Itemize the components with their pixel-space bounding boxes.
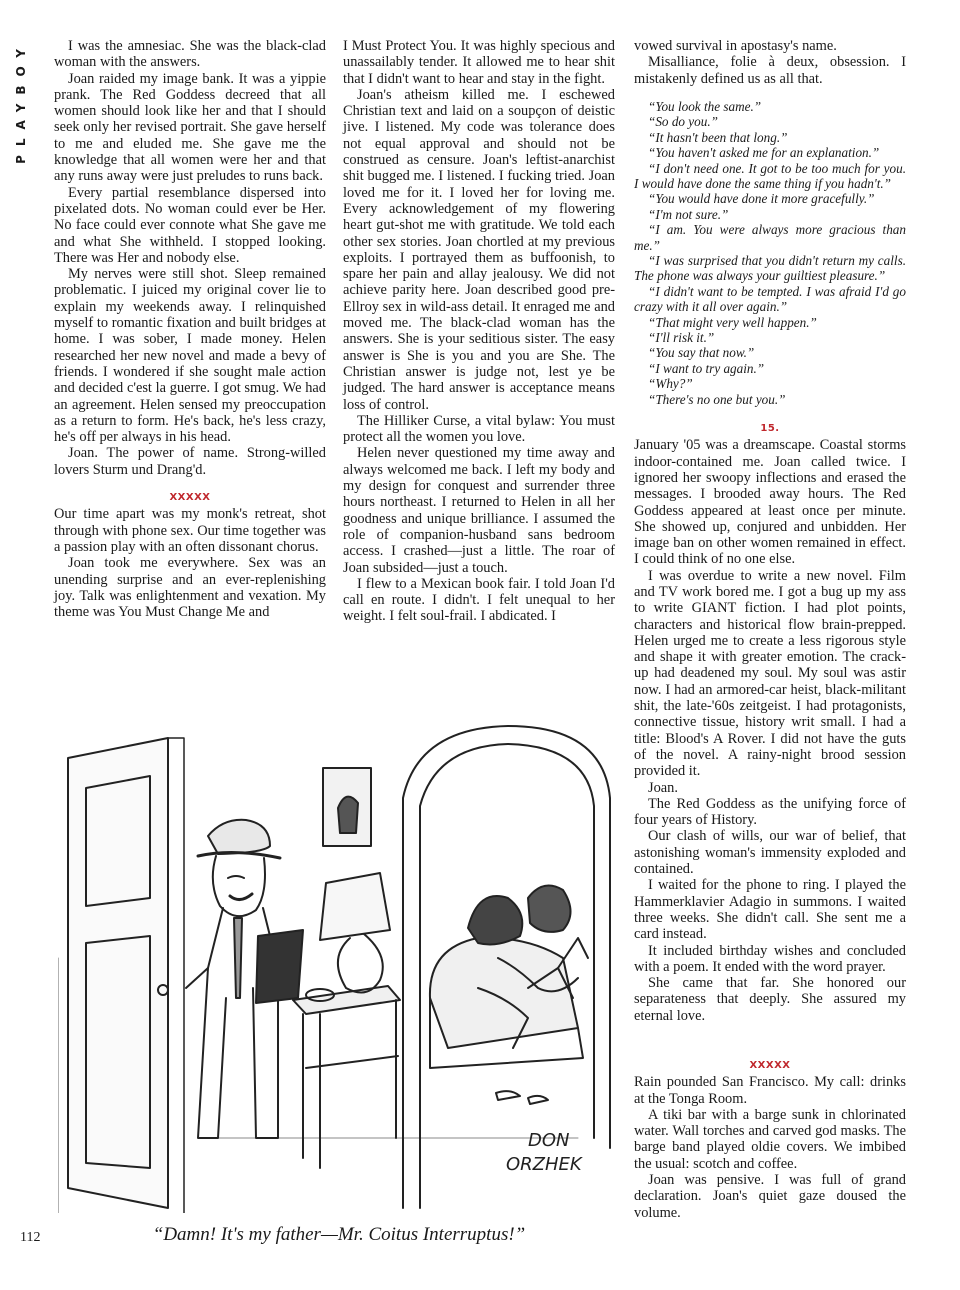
dialogue-line: “I didn't want to be tempted. I was afraid I'd go crazy with it all over again.”	[634, 283, 906, 315]
dialogue-line: “You would have done it more gracefully.”	[648, 191, 875, 207]
dialogue-line: “I want to try again.”	[648, 360, 765, 376]
lamp-table-drawing	[293, 873, 400, 1168]
section-separator: XXXXX	[749, 1060, 791, 1071]
section-separator: XXXXX	[169, 492, 211, 504]
dialogue-line: “I'll risk it.”	[648, 329, 715, 345]
dialogue-line: “You say that now.”	[648, 345, 755, 361]
svg-text:ORZHEK: ORZHEK	[506, 1154, 582, 1175]
svg-text:DON: DON	[528, 1130, 570, 1151]
paragraph: I waited for the phone to ring. I played the Hammerklavier Adagio in summons. I waited three weeks. She didn't call. She sent me a card instead.	[634, 877, 906, 943]
artist-signature	[506, 1130, 583, 1175]
paragraph: The Red Goddess as the unifying force of four years of History.	[634, 795, 906, 829]
dialogue-line: “I am. You were always more gracious than me.”	[634, 222, 906, 253]
dialogue-line: “So do you.”	[648, 114, 718, 130]
door-drawing	[68, 738, 184, 1213]
paragraph: Our clash of wills, our war of belief, that astonishing woman's immensity exploded and contained.	[634, 828, 906, 878]
paragraph: Rain pounded San Francisco. My call: drinks at the Tonga Room.	[634, 1074, 906, 1107]
paragraph: The Hilliker Curse, a vital bylaw: You must protect all the women you love.	[343, 412, 615, 446]
paragraph: January '05 was a dreamscape. Coastal storms indoor-contained me. Joan called twice. I ignored her swoopy inflections and erased the messages. I brooded away hours. The Red Goddess appeared at least once per minute. She showed up, conjured and unbidden. Her image ban on other women remained in effect. I could think of no one else.	[634, 437, 906, 568]
paragraph: Every partial resemblance dispersed into pixelated dots. No woman could ever be Her. No face could ever connote what She gave me and what She withheld. I stopped looking. There was Her and nobody else.	[54, 184, 326, 266]
page-number: 112	[20, 1230, 41, 1245]
dialogue-line: “There's no one but you.”	[648, 391, 786, 407]
paragraph: Misalliance, folie à deux, obsession. I mistakenly defined us as all that.	[634, 54, 906, 87]
paragraph: I was overdue to write a new novel. Film and TV work bored me. I got a bug up my ass to write GIANT fiction. I had plot points, characters and historical flow brain-prepped. Helen urged me to create a less rigorous style and shape it with greater emotion. The crack-up had deadened my soul. My soul was astir now. I had an armored-car heist, black-militant shit, the late-'60s zeitgeist. I had protagonists, connective tissue, history writ small. I had a title: Blood's A Rover. I did not have the guts of the novel. A rainy-night brood session provided it.	[634, 567, 906, 780]
dialogue-line: “You look the same.”	[648, 98, 762, 114]
paragraph: I was the amnesiac. She was the black-clad woman with the answers.	[54, 38, 326, 71]
dialogue-line: “I was surprised that you didn't return my calls. The phone was always your guiltiest pleasure.”	[634, 252, 906, 284]
paragraph: It included birthday wishes and concluded with a poem. It ended with the word prayer.	[634, 942, 906, 975]
section-number: 15.	[760, 423, 780, 435]
paragraph: I Must Protect You. It was highly specious and unassailably tender. It allowed me to hear shit that I didn't want to hear and stay in the fight.	[343, 38, 615, 87]
column-2	[343, 38, 615, 625]
cartoon-illustration	[58, 668, 618, 1213]
paragraph: Our time apart was my monk's retreat, shot through with phone sex. Our time together was a passion play with an often dissonant chorus.	[54, 506, 326, 555]
paragraph: vowed survival in apostasy's name.	[634, 38, 837, 54]
dialogue-line: “It hasn't been that long.”	[648, 129, 788, 145]
paragraph: A tiki bar with a barge sunk in chlorinated water. Wall torches and carved god masks. The barge band played oldie covers. We imbibed the usual: scotch and coffee.	[634, 1106, 906, 1172]
couple-on-sofa-drawing	[430, 886, 588, 1069]
paragraph: Joan took me everywhere. Sex was an unending surprise and an ever-replenishing joy. Talk was enlightenment and vexation. My theme was You Must Change Me and	[54, 555, 326, 621]
paragraph: Joan raided my image bank. It was a yippie prank. The Red Goddess decreed that all women should look like her and that I should seek only her revised portrait. She gave herself to me and eluded me. She gave me the knowledge that all women were her and that any runs away were just preludes to runs back.	[54, 70, 326, 185]
paragraph: Joan. The power of name. Strong-willed lovers Sturm und Drang'd.	[54, 445, 326, 478]
cartoon-caption: “Damn! It's my father—Mr. Coitus Interruptus!”	[152, 1224, 526, 1245]
dialogue-line: “That might very well happen.”	[648, 314, 817, 330]
paragraph: She came that far. She honored our separateness that deeply. She assured my eternal love.	[634, 975, 906, 1024]
man-drawing	[186, 820, 303, 1138]
paragraph: Joan was pensive. I was full of grand declaration. Joan's quiet gaze doused the volume.	[634, 1172, 906, 1221]
paragraph: Joan.	[648, 779, 678, 796]
paragraph: Helen never questioned my time away and always welcomed me back. I left my body and my design for conquest and surrender three hours northeast. I returned to Helen in all her goodness and unique brilliance. I assumed the role of companion-husband sans bedroom access. I crashed—just a little. The roar of Joan subsided—just a touch.	[343, 445, 615, 576]
dialogue-line: “Why?”	[648, 376, 693, 392]
column-1	[54, 38, 326, 620]
dialogue-line: “I'm not sure.”	[648, 206, 729, 222]
running-head: PLAYBOY	[14, 40, 28, 164]
paragraph: I flew to a Mexican book fair. I told Joan I'd call en route. I didn't. I felt unequal to her weight. I felt soul-frail. I abdicated. I	[343, 575, 615, 625]
wall-portrait-drawing	[323, 768, 371, 846]
paragraph: Joan's atheism killed me. I eschewed Christian text and laid on a soupçon of deistic jive. I listened. My code was tolerance does not equal approval and should not be construed as censure. Joan's leftist-anarchist shit bugged me. I listened. I fucking tried. Joan loved me for it. I loved her for loving me. Every acknowledgement of my flowering heart gut-shot me with gratitude. We told each other sex stories. Joan chortled at my previous exploits. I portrayed them as buffoonish, to spare her pain and allay jealousy. We did not achieve parity here. Joan described good pre-Ellroy sex in wild-ass detail. It enraged me and moved me. The black-clad woman has the answers. She is your seditious sister. The easy answer is She is you and you are She. The Christian answer is judge not, lest ye be judged. The hard answer is acceptance means loss of control.	[343, 86, 615, 413]
paragraph: My nerves were still shot. Sleep remained problematic. I juiced my original cover lie to explain my weekends away. I relinquished myself to romantic fixation and built bridges at home. I was sober, I made money. Helen researched her new novel and made a bevy of friends. I wondered if she sought male action and decided c'est la guerre. I got smug. We had an agreement. Helen sensed my preoccupation as a return to form. He's back, he's less crazy, he's off per always in his head.	[54, 266, 326, 446]
dialogue-line: “You haven't asked me for an explanation.”	[648, 145, 880, 161]
dialogue-line: “I don't need one. It got to be too much for you. I would have done the same thing if you hadn't.”	[634, 160, 906, 191]
column-3	[634, 38, 906, 1221]
